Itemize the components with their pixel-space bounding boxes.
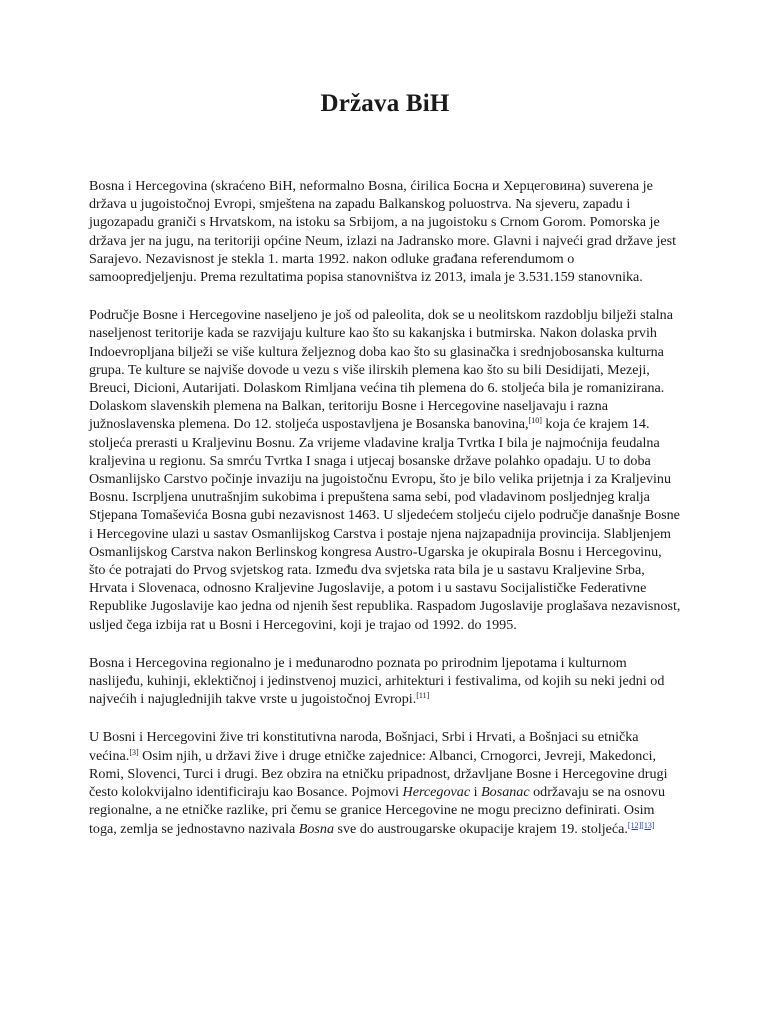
document-body [89,177,681,858]
paragraph-text: U Bosni i Hercegovini žive tri konstitutivna naroda, Bošnjaci, Srbi i Hrvati, a Bošnjaci su etnička većina. [89,729,639,764]
body-paragraph [89,177,681,286]
paragraph-text: Područje Bosne i Hercegovine naseljeno je još od paleolita, dok se u neolitskom razdoblju bilježi stalna naseljenost teritorije kada se razvijaju kulture kao što su kakanjska i butmirska. Nakon dolaska prvih Indoevropljana bilježi se više kultura željeznog doba kao što su glasinačka i srednjobosanska kulturna grupa. Te kulture se najviše dovode u vezu s više ilirskih plemena kao što su bili Desidijati, Mezeji, Breuci, Dicioni, Autarijati. Dolaskom Rimljana većina tih plemena do 6. stoljeća bila je romanizirana. Dolaskom slavenskih plemena na Balkan, teritoriju Bosne i Hercegovine naseljavaju i razna južnoslavenska plemena. Do 12. stoljeća uspostavljena je Bosanska banovina, [89,307,673,433]
citation-reference: [11] [416,691,430,701]
paragraph-text: održavaju se na osnovu regionalne, a ne etničke razlike, pri čemu se granice Hercegovine ne mogu precizno definirati. Osim toga, zemlja se jednostavno nazivala [89,784,666,837]
paragraph-text: sve do austrougarske okupacije krajem 19. stoljeća. [334,820,628,837]
italic-term: Bosna [298,820,334,837]
italic-term: Bosanac [481,784,530,801]
body-paragraph [89,728,681,837]
citation-reference: [10] [528,416,542,426]
page-title: Država BiH [320,90,450,117]
body-paragraph [89,654,681,709]
paragraph-text: i [470,784,482,801]
paragraph-text: Bosna i Hercegovina regionalno je i međunarodno poznata po prirodnim ljepotama i kulturnom naslijeđu, kuhinji, eklektičnoj i jedinstvenoj muzici, arhitekturi i festivalima, od kojih su neki jedni od najvećih i najuglednijih takve vrste u jugoistočnoj Evropi. [89,654,665,708]
paragraph-text: Osim njih, u državi žive i druge etničke zajednice: Albanci, Crnogorci, Jevreji, Makedonci, Romi, Slovenci, Turci i drugi. Bez obzira na etničku pripadnost, državljane Bosne i Hercegovine drugi često kolokvijalno identificiraju kao Bosance. Pojmovi [89,747,668,801]
body-paragraph [89,306,681,634]
citation-reference: [3] [129,747,139,757]
paragraph-text: Bosna i Hercegovina (skraćeno BiH, neformalno Bosna, ćirilica Босна и Херцеговина) suverena je država u jugoistočnoj Evropi, smještena na zapadu Balkanskog poluostrva. Na sjeveru, zapadu i jugozapadu graniči s Hrvatskom, na istoku sa Srbijom, a na jugoistoku s Crnom Gorom. Pomorska je država jer na jugu, na teritoriji općine Neum, izlazi na Jadransko more. Glavni i najveći grad države jest Sarajevo. Nezavisnost je stekla 1. marta 1992. nakon odluke građana referendumom o samoopredjeljenju. Prema rezultatima popisa stanovništva iz 2013, imala je 3.531.159 stanovnika. [89,178,677,286]
italic-term: Hercegovac [402,784,471,801]
paragraph-text: koja će krajem 14. stoljeća prerasti u Kraljevinu Bosnu. Za vrijeme vladavine kralja Tvrtka I bila je najmoćnija feudalna kraljevina u regionu. Sa smrću Tvrtka I snaga i utjecaj bosanske države polahko opadaju. U to doba Osmanlijsko Carstvo počinje invaziju na jugoistočnu Evropu, što je bilo velika prijetnja i za Kraljevinu Bosnu. Iscrpljena unutrašnjim sukobima i prepuštena sama sebi, pod vladavinom posljednjeg kralja Stjepana Tomaševića Bosna gubi nezavisnost 1463. U sljedećem stoljeću cijelo područje današnje Bosne i Hercegovine ulazi u sastav Osmanlijskog Carstva i postaje njena najzapadnija provincija. Slabljenjem Osmanlijskog Carstva nakon Berlinskog kongresa Austro-Ugarska je okupirala Bosnu i Hercegovinu, što će potrajati do Prvog svjetskog rata. Između dva svjetska rata bila je u sastavu Kraljevine Srba, Hrvata i Slovenaca, odnosno Kraljevine Jugoslavije, a potom i u sastavu Socijalističke Federativne Republike Jugoslavije kao jedna od njenih šest republika. Raspadom Jugoslavije proglašava nezavisnost, usljed čega izbija rat u Bosni i Hercegovini, koji je trajao od 1992. do 1995. [89,416,681,633]
citation-reference[interactable]: [12][13] [627,820,655,830]
